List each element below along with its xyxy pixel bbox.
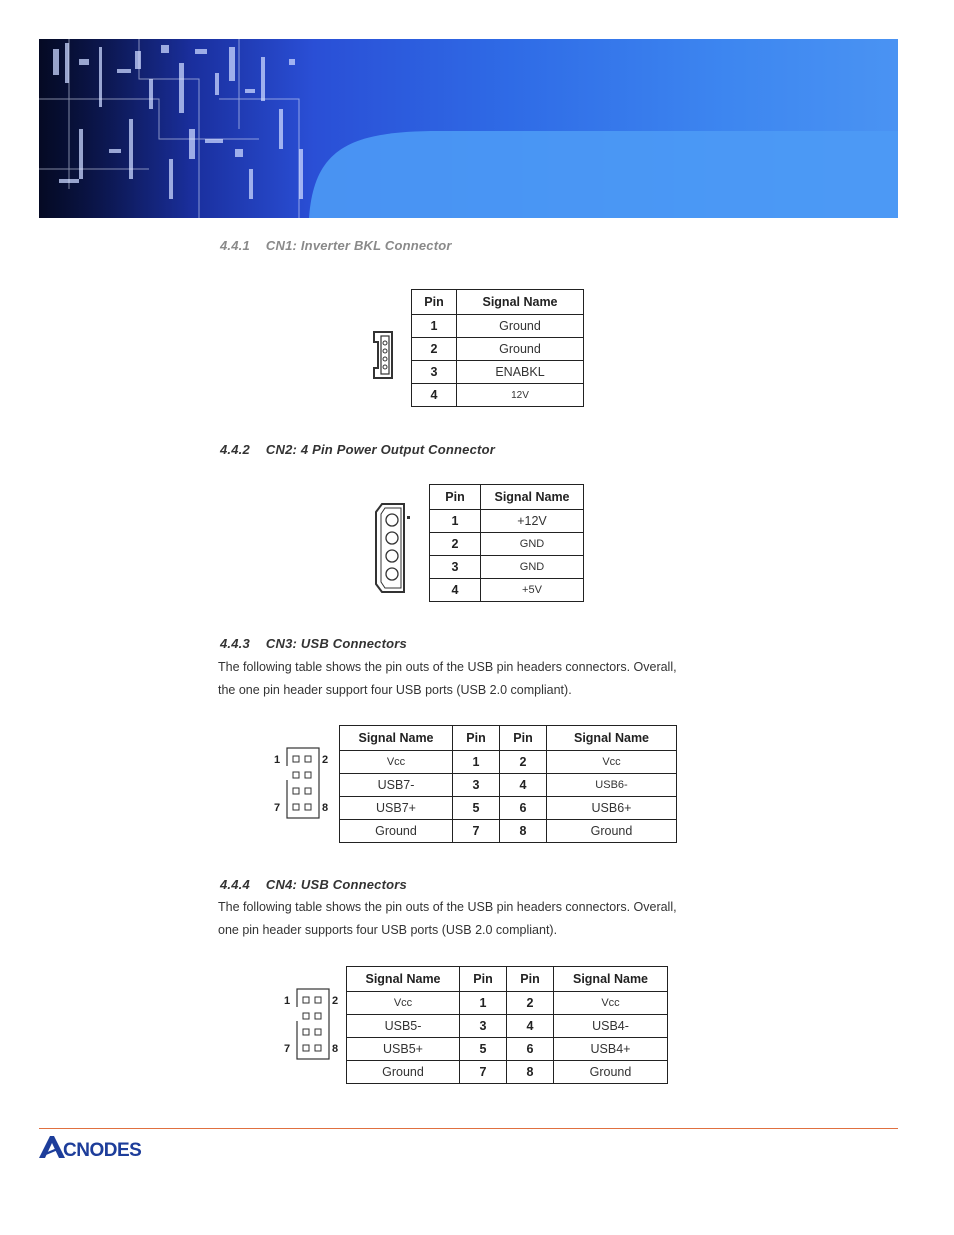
section-heading: CN1: Inverter BKL Connector — [265, 238, 452, 253]
logo-text: CNODES — [63, 1140, 142, 1160]
table-row — [340, 751, 677, 774]
pin-cell: 2 — [507, 992, 554, 1015]
section-heading: CN3: USB Connectors — [265, 636, 407, 651]
column-header: Pin — [500, 726, 547, 751]
signal-cell: Ground — [457, 338, 584, 361]
pin-label: 2 — [322, 754, 329, 766]
pin-cell: 7 — [460, 1061, 507, 1084]
table-row — [412, 315, 584, 338]
table-row — [340, 774, 677, 797]
signal-cell: ENABKL — [457, 361, 584, 384]
column-header: Pin — [412, 290, 457, 315]
pin-cell: 1 — [430, 510, 481, 533]
pin-cell: 4 — [507, 1015, 554, 1038]
cn2-pin-table — [429, 484, 584, 602]
pin-cell: 2 — [430, 533, 481, 556]
signal-cell: USB7+ — [340, 797, 453, 820]
cn3-pin-header-diagram — [272, 744, 336, 822]
signal-cell: USB6+ — [547, 797, 677, 820]
signal-cell: Ground — [340, 820, 453, 843]
table-row — [430, 533, 584, 556]
section-number: 4.4.4 — [220, 877, 250, 892]
description-line: The following table shows the pin outs of the USB pin headers connectors. Overall, — [218, 900, 677, 914]
signal-cell: Ground — [457, 315, 584, 338]
table-header-row — [430, 485, 584, 510]
pin-cell: 8 — [500, 820, 547, 843]
column-header: Signal Name — [547, 726, 677, 751]
column-header: Pin — [507, 967, 554, 992]
pin-cell: 3 — [453, 774, 500, 797]
cn3-pin-table — [339, 725, 677, 843]
cn4-description — [218, 896, 728, 942]
section-title-cn1 — [220, 238, 452, 253]
signal-cell: GND — [481, 556, 584, 579]
signal-cell: GND — [481, 533, 584, 556]
pin-cell: 5 — [453, 797, 500, 820]
description-line: the one pin header support four USB ports (USB 2.0 compliant). — [218, 683, 572, 697]
signal-cell: USB4+ — [554, 1038, 668, 1061]
pin-cell: 6 — [500, 797, 547, 820]
pin-label: 1 — [284, 995, 291, 1007]
section-title-cn3 — [220, 636, 407, 651]
cn4-pin-header-diagram — [282, 985, 346, 1063]
column-header: Pin — [460, 967, 507, 992]
table-row — [340, 820, 677, 843]
pin-label: 8 — [322, 802, 329, 814]
signal-cell: Ground — [347, 1061, 460, 1084]
description-line: one pin header supports four USB ports (USB 2.0 compliant). — [218, 923, 558, 937]
signal-cell: +5V — [481, 579, 584, 602]
footer-divider — [39, 1128, 898, 1129]
pin-cell: 3 — [412, 361, 457, 384]
signal-cell: USB7- — [340, 774, 453, 797]
table-row — [347, 1038, 668, 1061]
signal-cell: Vcc — [347, 992, 460, 1015]
section-number: 4.4.2 — [220, 442, 250, 457]
column-header: Signal Name — [457, 290, 584, 315]
section-number: 4.4.3 — [220, 636, 250, 651]
column-header: Pin — [430, 485, 481, 510]
pin-cell: 7 — [453, 820, 500, 843]
table-row — [412, 384, 584, 407]
pin-label: 8 — [332, 1043, 339, 1055]
table-header-row — [340, 726, 677, 751]
pin-cell: 1 — [460, 992, 507, 1015]
table-row — [430, 556, 584, 579]
pin-cell: 3 — [460, 1015, 507, 1038]
section-heading: CN2: 4 Pin Power Output Connector — [265, 442, 495, 457]
signal-cell: Ground — [547, 820, 677, 843]
banner-wave-shape — [39, 39, 898, 218]
column-header: Signal Name — [554, 967, 668, 992]
table-header-row — [412, 290, 584, 315]
pin-cell: 2 — [412, 338, 457, 361]
signal-cell: Vcc — [554, 992, 668, 1015]
signal-cell: Vcc — [340, 751, 453, 774]
cn1-pin-table — [411, 289, 584, 407]
pin-label: 7 — [284, 1043, 291, 1055]
pin-cell: 3 — [430, 556, 481, 579]
signal-cell: USB5+ — [347, 1038, 460, 1061]
pin-cell: 6 — [507, 1038, 554, 1061]
signal-cell: USB4- — [554, 1015, 668, 1038]
pin-cell: 1 — [412, 315, 457, 338]
pin-cell: 1 — [453, 751, 500, 774]
pin-cell: 5 — [460, 1038, 507, 1061]
section-title-cn4 — [220, 877, 407, 892]
table-row — [347, 992, 668, 1015]
acnodes-logo — [39, 1134, 199, 1160]
pin-cell: 4 — [412, 384, 457, 407]
pin-label: 1 — [274, 754, 281, 766]
section-title-cn2 — [220, 442, 495, 457]
signal-cell: USB6- — [547, 774, 677, 797]
column-header: Pin — [453, 726, 500, 751]
description-line: The following table shows the pin outs of the USB pin headers connectors. Overall, — [218, 660, 677, 674]
signal-cell: Ground — [554, 1061, 668, 1084]
pin-label: 2 — [332, 995, 339, 1007]
cn3-description — [218, 656, 728, 702]
signal-cell: 12V — [457, 384, 584, 407]
pin-cell: 2 — [500, 751, 547, 774]
pin-cell: 4 — [500, 774, 547, 797]
signal-cell: Vcc — [547, 751, 677, 774]
signal-cell: +12V — [481, 510, 584, 533]
table-row — [347, 1061, 668, 1084]
pin-cell: 8 — [507, 1061, 554, 1084]
signal-cell: USB5- — [347, 1015, 460, 1038]
section-heading: CN4: USB Connectors — [265, 877, 407, 892]
column-header: Signal Name — [347, 967, 460, 992]
pin-cell: 4 — [430, 579, 481, 602]
table-header-row — [347, 967, 668, 992]
table-row — [412, 361, 584, 384]
table-row — [412, 338, 584, 361]
cn4-pin-table — [346, 966, 668, 1084]
header-banner — [39, 39, 898, 218]
table-row — [347, 1015, 668, 1038]
table-row — [340, 797, 677, 820]
cn2-connector-diagram — [372, 502, 412, 594]
table-row — [430, 579, 584, 602]
pin-label: 7 — [274, 802, 281, 814]
table-row — [430, 510, 584, 533]
column-header: Signal Name — [481, 485, 584, 510]
column-header: Signal Name — [340, 726, 453, 751]
cn1-connector-diagram — [370, 330, 398, 380]
section-number: 4.4.1 — [220, 238, 250, 253]
